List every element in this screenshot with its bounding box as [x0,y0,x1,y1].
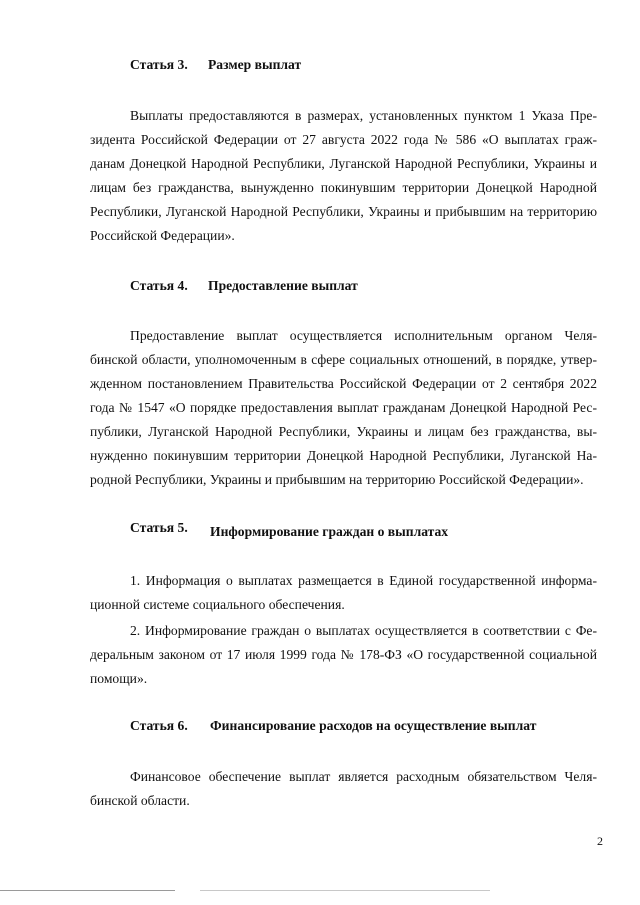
scan-edge-line [0,890,175,891]
article-number: Статья 6. [130,718,188,733]
article-number: Статья 5. [130,520,188,535]
text-line: Республики, Луганской Народной Республики, Украины и прибывшим на территорию [90,204,597,219]
article-title: Информирование граждан о выплатах [210,524,449,539]
text-line: года № 1547 «О порядке предоставления выплат гражданам Донецкой Народной Рес- [90,400,597,415]
article-title: Финансирование расходов на осуществление выплат [210,718,537,733]
text-line: ционной системе социального обеспечения. [90,597,345,612]
text-line: Финансовое обеспечение выплат является расходным обязательством Челя- [130,769,597,784]
text-line: Выплаты предоставляются в размерах, установленных пунктом 1 Указа Пре- [130,108,597,123]
text-line: Российской Федерации». [90,228,235,243]
article-title: Предоставление выплат [208,278,358,293]
text-line: родной Республики, Украины и прибывшим на территорию Российской Федерации». [90,472,584,487]
text-line: нужденно покинувшим территории Донецкой Народной Республики, Луганской На- [90,448,597,463]
article-number: Статья 4. [130,278,188,293]
text-line: бинской области, уполномоченным в сфере социальных отношений, в порядке, утвер- [90,352,597,367]
text-line: бинской области. [90,793,190,808]
text-line: лицам без гражданства, вынужденно покинувшим территории Донецкой Народной [90,180,597,195]
scan-edge-line [200,890,490,891]
text-line: данам Донецкой Народной Республики, Луганской Народной Республики, Украины и [90,156,597,171]
text-line: зидента Российской Федерации от 27 августа 2022 года № 586 «О выплатах граж- [90,132,597,147]
text-line: жденном постановлением Правительства Российской Федерации от 2 сентября 2022 [90,376,597,391]
page-number: 2 [597,834,603,848]
text-line: деральным законом от 17 июля 1999 года № 178-ФЗ «О государственной социальной [90,647,597,662]
article-title: Размер выплат [208,57,302,72]
text-line: помощи». [90,671,148,686]
article-number: Статья 3. [130,57,188,72]
text-line: 1. Информация о выплатах размещается в Единой государственной информа- [130,573,597,588]
text-line: публики, Луганской Народной Республики, Украины и лицам без гражданства, вы- [90,424,597,439]
text-line: 2. Информирование граждан о выплатах осуществляется в соответствии с Фе- [130,623,597,638]
text-line: Предоставление выплат осуществляется исполнительным органом Челя- [130,328,597,343]
